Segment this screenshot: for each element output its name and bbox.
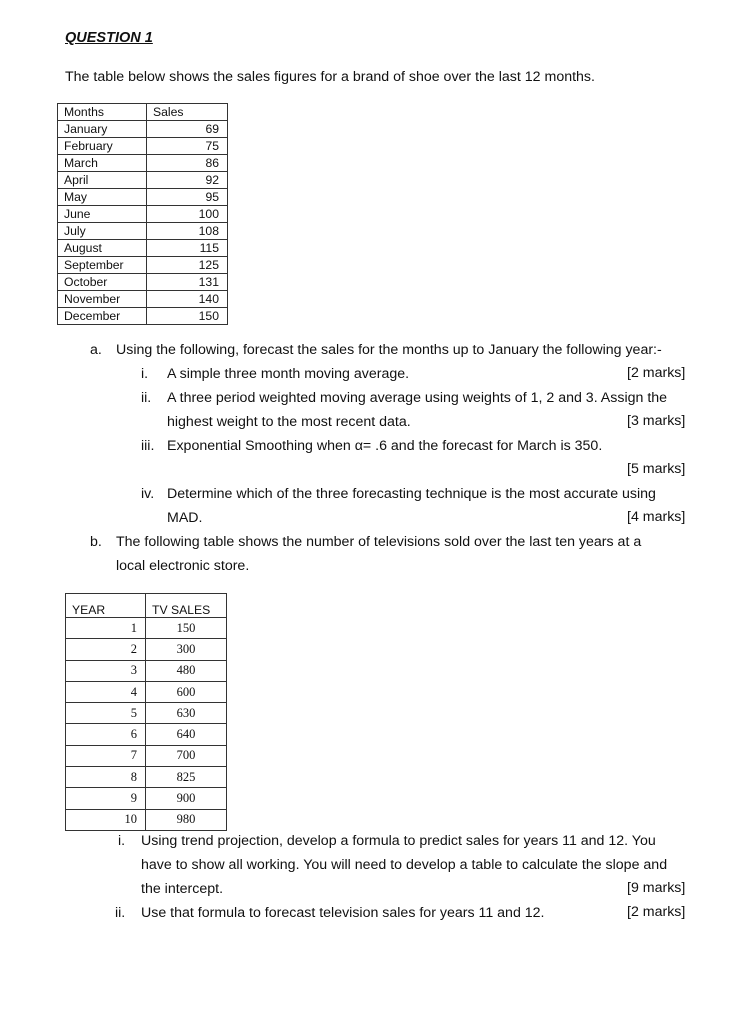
year-cell: 6 — [66, 724, 146, 745]
sales-cell: 92 — [147, 172, 228, 189]
table-row — [58, 223, 228, 240]
part-a-label: a. — [90, 342, 102, 358]
part-a-item-number: i. — [141, 366, 149, 382]
tv-sales-cell: 630 — [146, 703, 227, 724]
table-row — [58, 257, 228, 274]
table-row — [66, 639, 227, 660]
table-row — [58, 189, 228, 206]
sales-cell: 100 — [147, 206, 228, 223]
part-a-item-text: MAD. — [167, 510, 203, 526]
sales-cell: 75 — [147, 138, 228, 155]
part-b-item-number: i. — [118, 833, 126, 849]
table-header-row — [58, 104, 228, 121]
tv-sales-cell: 480 — [146, 660, 227, 681]
part-a-item-number: iv. — [141, 486, 155, 502]
year-cell: 4 — [66, 681, 146, 702]
part-a-item-text: Exponential Smoothing when α= .6 and the forecast for March is 350. — [167, 438, 603, 454]
tv-sales-table — [65, 593, 227, 831]
sales-cell: 131 — [147, 274, 228, 291]
sales-cell: 140 — [147, 291, 228, 308]
month-cell: February — [58, 138, 147, 155]
year-cell: 3 — [66, 660, 146, 681]
sales-cell: 150 — [147, 308, 228, 325]
table-row — [66, 660, 227, 681]
year-cell: 2 — [66, 639, 146, 660]
shoe-sales-table — [57, 103, 228, 325]
table-row — [58, 206, 228, 223]
year-cell: 8 — [66, 767, 146, 788]
table-row — [66, 681, 227, 702]
month-cell: March — [58, 155, 147, 172]
year-cell: 5 — [66, 703, 146, 724]
part-b-item-text: the intercept. — [141, 881, 224, 897]
marks-label: [4 marks] — [627, 509, 686, 525]
header-sales: Sales — [147, 104, 228, 121]
part-a-item-number: iii. — [141, 438, 155, 454]
part-b-item-text: Use that formula to forecast television sales for years 11 and 12. — [141, 905, 545, 921]
tv-sales-cell: 700 — [146, 745, 227, 766]
table-row — [58, 308, 228, 325]
sales-cell: 108 — [147, 223, 228, 240]
sales-cell: 125 — [147, 257, 228, 274]
part-a-item-text: highest weight to the most recent data. — [167, 414, 411, 430]
marks-label: [2 marks] — [627, 904, 686, 920]
tv-sales-cell: 600 — [146, 681, 227, 702]
table-row — [66, 788, 227, 809]
table-row — [58, 291, 228, 308]
intro-text: The table below shows the sales figures for a brand of shoe over the last 12 months. — [65, 69, 595, 85]
year-cell: 9 — [66, 788, 146, 809]
month-cell: June — [58, 206, 147, 223]
table-row — [58, 121, 228, 138]
tv-sales-cell: 900 — [146, 788, 227, 809]
part-b-item-text: Using trend projection, develop a formula to predict sales for years 11 and 12. You — [141, 833, 656, 849]
sales-cell: 69 — [147, 121, 228, 138]
part-a-item-text: A three period weighted moving average using weights of 1, 2 and 3. Assign the — [167, 390, 668, 406]
table-row — [66, 745, 227, 766]
table-row — [58, 274, 228, 291]
table-header-row — [66, 594, 227, 618]
year-cell: 10 — [66, 809, 146, 830]
month-cell: September — [58, 257, 147, 274]
sales-cell: 115 — [147, 240, 228, 257]
year-cell: 1 — [66, 618, 146, 639]
year-cell: 7 — [66, 745, 146, 766]
tv-sales-cell: 980 — [146, 809, 227, 830]
marks-label: [2 marks] — [627, 365, 686, 381]
table-row — [66, 724, 227, 745]
table-row — [66, 618, 227, 639]
sales-cell: 95 — [147, 189, 228, 206]
header-tv-sales: TV SALES — [146, 594, 227, 618]
header-months: Months — [58, 104, 147, 121]
month-cell: December — [58, 308, 147, 325]
marks-label: [9 marks] — [627, 880, 686, 896]
sales-cell: 86 — [147, 155, 228, 172]
month-cell: July — [58, 223, 147, 240]
marks-label: [3 marks] — [627, 413, 686, 429]
tv-sales-cell: 640 — [146, 724, 227, 745]
part-a-text: Using the following, forecast the sales for the months up to January the following year:- — [116, 342, 662, 358]
table-row — [58, 155, 228, 172]
table-row — [66, 703, 227, 724]
header-year: YEAR — [66, 594, 146, 618]
part-b-text: The following table shows the number of televisions sold over the last ten years at a — [116, 534, 642, 550]
part-b-item-text: have to show all working. You will need to develop a table to calculate the slope and — [141, 857, 668, 873]
part-a-item-number: ii. — [141, 390, 152, 406]
month-cell: October — [58, 274, 147, 291]
table-row — [58, 138, 228, 155]
month-cell: August — [58, 240, 147, 257]
month-cell: January — [58, 121, 147, 138]
table-row — [58, 172, 228, 189]
part-b-label: b. — [90, 534, 102, 550]
part-a-item-text: Determine which of the three forecasting technique is the most accurate using — [167, 486, 656, 502]
table-row — [58, 240, 228, 257]
part-b-text: local electronic store. — [116, 558, 250, 574]
table-row — [66, 809, 227, 830]
part-b-item-number: ii. — [115, 905, 126, 921]
tv-sales-cell: 825 — [146, 767, 227, 788]
question-title: QUESTION 1 — [65, 30, 153, 46]
month-cell: May — [58, 189, 147, 206]
table-row — [66, 767, 227, 788]
month-cell: November — [58, 291, 147, 308]
tv-sales-cell: 150 — [146, 618, 227, 639]
tv-sales-cell: 300 — [146, 639, 227, 660]
month-cell: April — [58, 172, 147, 189]
part-a-item-text: A simple three month moving average. — [167, 366, 410, 382]
marks-label: [5 marks] — [627, 461, 686, 477]
